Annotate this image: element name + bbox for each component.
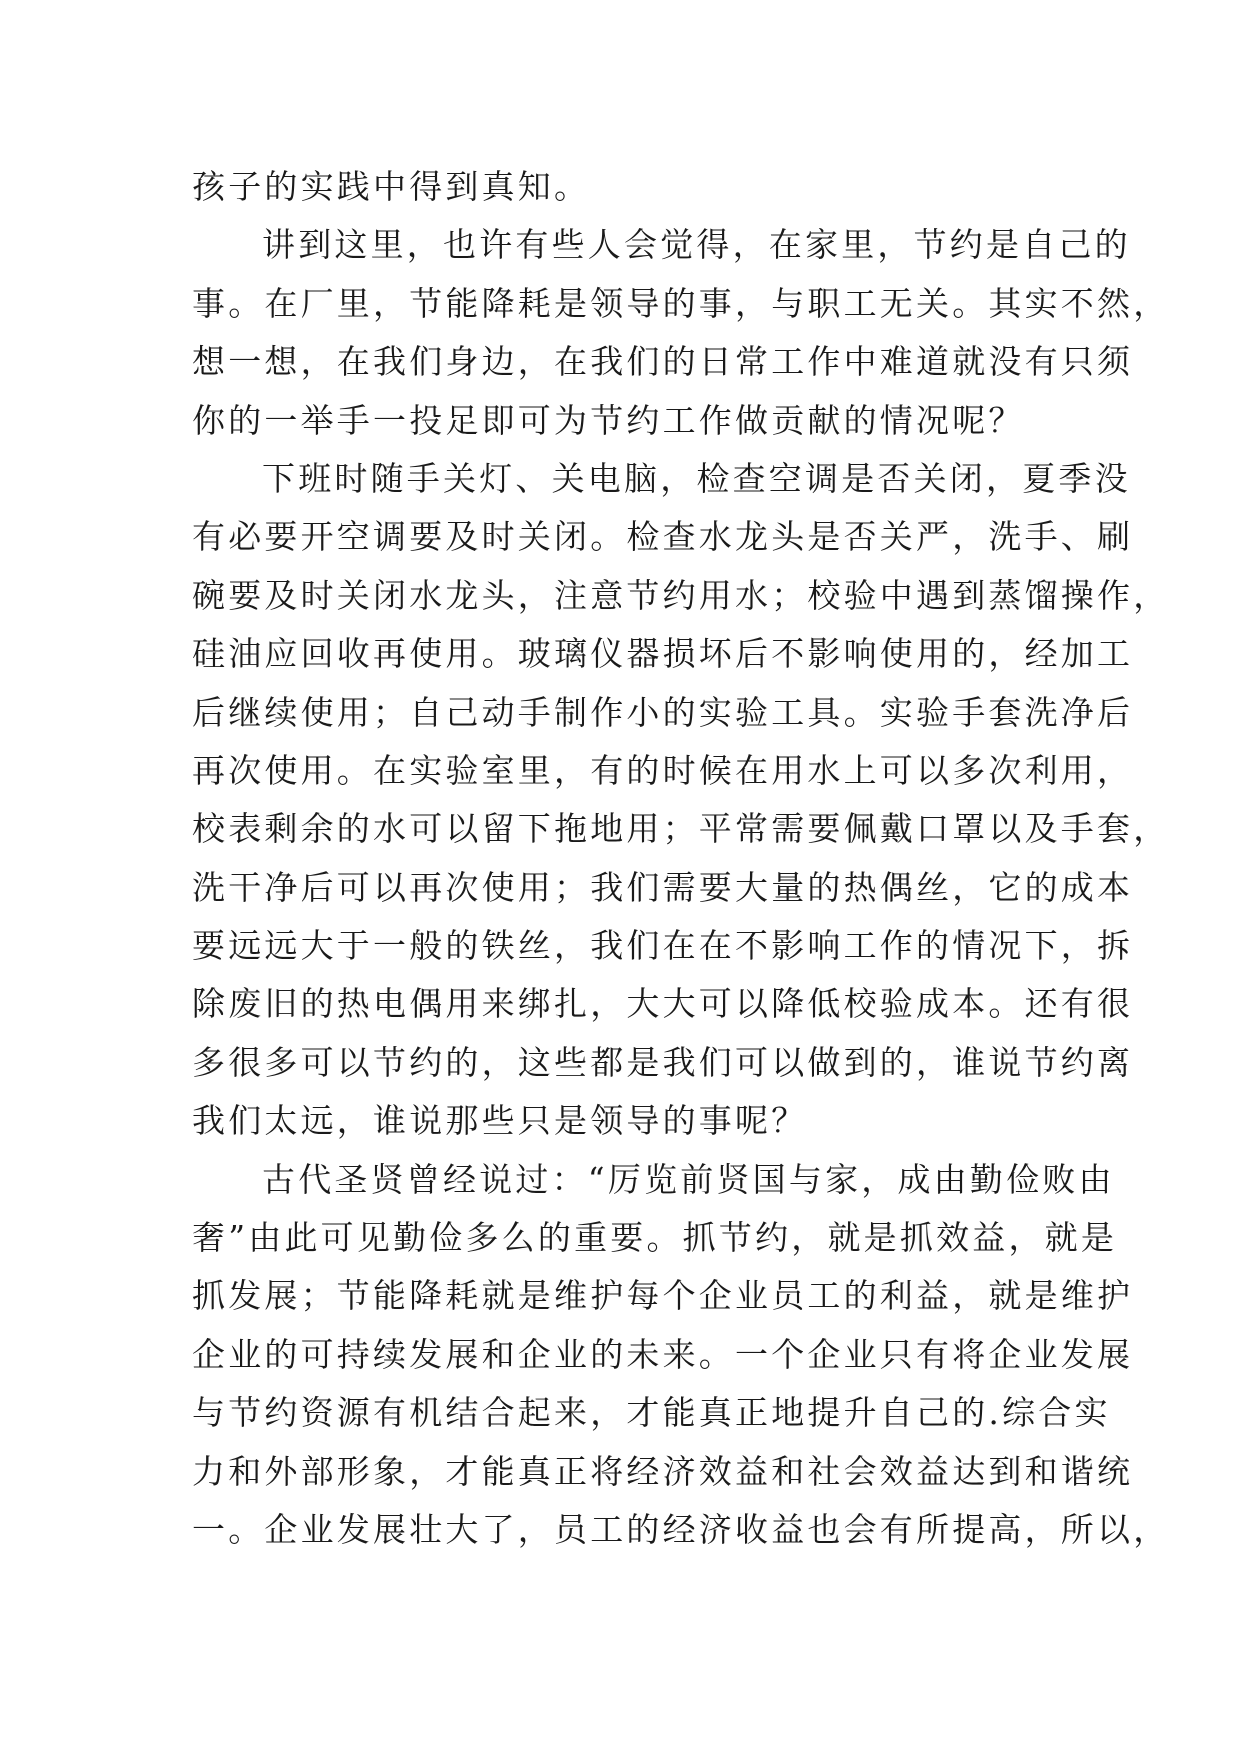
- text-line: 抓发展；节能降耗就是维护每个企业员工的利益，就是维护: [192, 1276, 1134, 1316]
- text-line: 下班时随手关灯、关电脑，检查空调是否关闭，夏季没: [262, 458, 1131, 498]
- text-line: 除废旧的热电偶用来绑扎，大大可以降低校验成本。还有很: [192, 984, 1134, 1024]
- text-line: 碗要及时关闭水龙头，注意节约用水；校验中遇到蒸馏操作，: [192, 575, 1170, 615]
- body-text: [192, 158, 1170, 1559]
- text-line: 想一想，在我们身边，在我们的日常工作中难道就没有只须: [192, 342, 1134, 382]
- text-line: 古代圣贤曾经说过：“厉览前贤国与家，成由勤俭败由: [262, 1159, 1115, 1199]
- text-line: 我们太远，谁说那些只是领导的事呢？: [192, 1101, 808, 1141]
- text-line: 多很多可以节约的，这些都是我们可以做到的，谁说节约离: [192, 1042, 1134, 1082]
- text-line: 洗干净后可以再次使用；我们需要大量的热偶丝，它的成本: [192, 867, 1134, 907]
- text-line: 校表剩余的水可以留下拖地用；平常需要佩戴口罩以及手套，: [192, 809, 1170, 849]
- text-line: 事。在厂里，节能降耗是领导的事，与职工无关。其实不然，: [192, 283, 1170, 323]
- text-line: 再次使用。在实验室里，有的时候在用水上可以多次利用，: [192, 750, 1134, 790]
- text-line: 讲到这里，也许有些人会觉得，在家里，节约是自己的: [262, 225, 1131, 265]
- text-line: 企业的可持续发展和企业的未来。一个企业只有将企业发展: [192, 1334, 1134, 1374]
- text-line: 孩子的实践中得到真知。: [192, 167, 591, 206]
- text-line: 一。企业发展壮大了，员工的经济收益也会有所提高，所以，: [192, 1509, 1170, 1549]
- text-line: 奢”由此可见勤俭多么的重要。抓节约，就是抓效益，就是: [192, 1218, 1118, 1258]
- text-line: 后继续使用；自己动手制作小的实验工具。实验手套洗净后: [192, 692, 1134, 732]
- text-line: 硅油应回收再使用。玻璃仪器损坏后不影响使用的，经加工: [192, 634, 1134, 674]
- text-line: 与节约资源有机结合起来，才能真正地提升自己的.综合实: [192, 1393, 1111, 1433]
- text-line: 力和外部形象，才能真正将经济效益和社会效益达到和谐统: [192, 1451, 1134, 1491]
- text-line: 有必要开空调要及时关闭。检查水龙头是否关严，洗手、刷: [192, 517, 1134, 557]
- text-line: 你的一举手一投足即可为节约工作做贡献的情况呢？: [192, 400, 1025, 440]
- text-line: 要远远大于一般的铁丝，我们在在不影响工作的情况下，拆: [192, 926, 1134, 966]
